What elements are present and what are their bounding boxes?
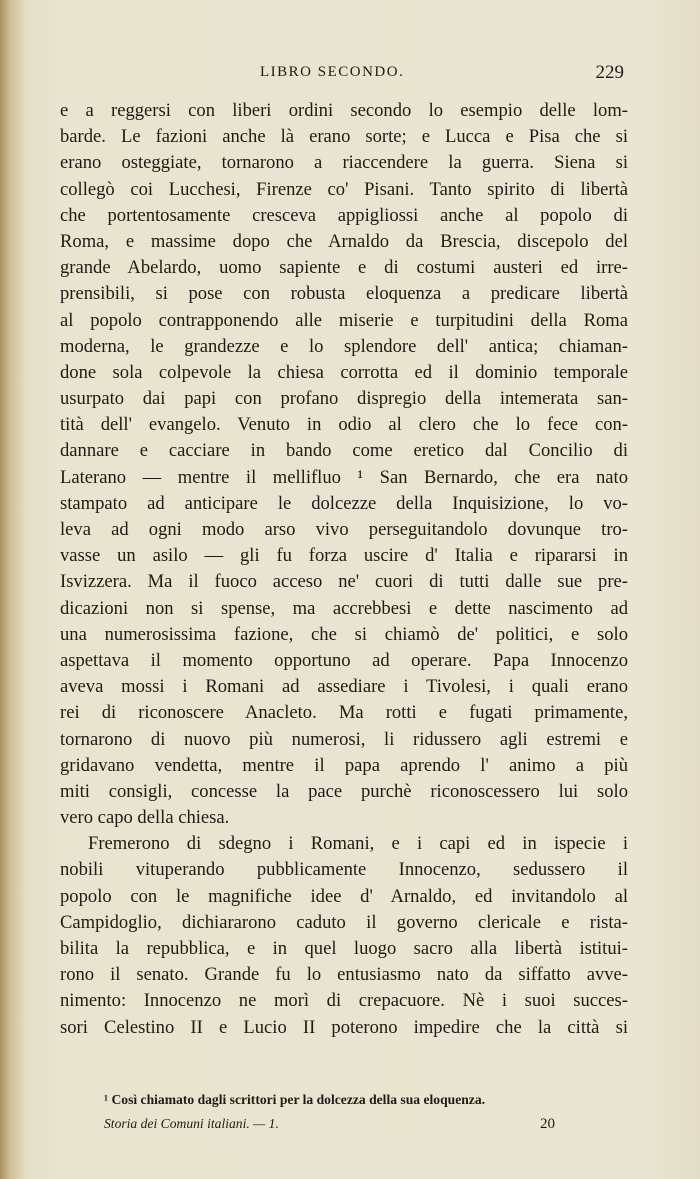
text-line: rei di riconoscere Anacleto. Ma rotti e fugati primamente, — [60, 702, 628, 724]
signature-title: Storia dei Comuni italiani. — 1. — [104, 1116, 279, 1131]
text-line: vasse un asilo — gli fu forza uscire d' Italia e ripararsi in — [60, 545, 628, 567]
text-line: e a reggersi con liberi ordini secondo lo esempio delle lom- — [60, 100, 628, 121]
text-line: Campidoglio, dichiararono caduto il governo clericale e rista- — [60, 911, 628, 933]
text-line: popolo con le magnifiche idee d' Arnaldo, ed invitandolo al — [60, 885, 628, 907]
text-line: al popolo contrapponendo alle miserie e turpitudini della Roma — [60, 309, 628, 331]
text-line: prensibili, si pose con robusta eloquenza a predicare libertà — [60, 283, 628, 305]
text-line: tità dell' evangelo. Venuto in odio al clero che lo fece con- — [60, 414, 628, 436]
text-line: leva ad ogni modo arso vivo perseguitandolo dovunque tro- — [60, 519, 628, 540]
text-line: aveva mossi i Romani ad assediare i Tivolesi, i quali erano — [60, 676, 628, 698]
text-line: Fremerono di sdegno i Romani, e i capi ed in ispecie i — [88, 833, 628, 855]
text-line: gridavano vendetta, mentre il papa aprendo l' animo a più — [60, 754, 628, 776]
text-line: dannare e cacciare in bando come eretico dal Concilio di — [60, 440, 628, 462]
footnotes — [60, 1088, 628, 1136]
text-line: usurpato dai papi con profano dispregio della intemerata san- — [60, 388, 628, 410]
text-line: vero capo della chiesa. — [60, 807, 230, 829]
text-line: miti consigli, concesse la pace purchè riconoscessero lui solo — [60, 780, 628, 802]
text-line: che portentosamente cresceva appigliossi anche al popolo di — [60, 204, 628, 226]
text-line: Isvizzera. Ma il fuoco acceso ne' cuori di tutti dalle sue pre- — [60, 571, 628, 593]
text-line: dicazioni non si spense, ma accrebbesi e dette nascimento ad — [60, 597, 628, 619]
text-line: collegò coi Lucchesi, Firenze co' Pisani. Tanto spirito di libertà — [60, 178, 628, 200]
page-number: 229 — [595, 62, 624, 83]
running-head: LIBRO SECONDO. — [260, 64, 405, 80]
text-line: aspettava il momento opportuno ad operare. Papa Innocenzo — [60, 649, 628, 671]
footnote: ¹ Così chiamato dagli scrittori per la dolcezza della sua eloquenza. — [104, 1092, 486, 1107]
text-line: nimento: Innocenzo ne morì di crepacuore. Nè i suoi succes- — [60, 990, 628, 1012]
text-line: done sola colpevole la chiesa corrotta ed il dominio temporale — [60, 361, 628, 383]
text-line: stampato ad anticipare le dolcezze della Inquisizione, lo vo- — [60, 492, 628, 514]
text-line: Laterano — mentre il mellifluo ¹ San Bernardo, che era nato — [60, 466, 628, 488]
text-line: una numerosissima fazione, che si chiamò de' politici, e solo — [60, 623, 628, 645]
signature-number: 20 — [540, 1116, 555, 1132]
text-line: tornarono di nuovo più numerosi, li ridussero agli estremi e — [60, 728, 628, 750]
text-line: barde. Le fazioni anche là erano sorte; e Lucca e Pisa che si — [60, 126, 628, 148]
text-line: erano osteggiate, tornarono a riaccendere la guerra. Siena si — [60, 152, 628, 174]
printer-signature — [60, 1112, 628, 1136]
text-line: bilita la repubblica, e in quel luogo sacro alla libertà istitui- — [60, 938, 628, 959]
text-line: rono il senato. Grande fu lo entusiasmo nato da siffatto avve- — [60, 964, 628, 986]
body-text — [60, 98, 628, 1041]
text-line: Roma, e massime dopo che Arnaldo da Brescia, discepolo del — [60, 230, 628, 252]
text-line: moderna, le grandezze e lo splendore dell' antica; chiaman- — [60, 335, 628, 357]
page-header — [60, 62, 628, 92]
text-line: grande Abelardo, uomo sapiente e di costumi austeri ed irre- — [60, 257, 628, 279]
text-line: sori Celestino II e Lucio II poterono impedire che la città si — [60, 1016, 628, 1038]
text-line: nobili vituperando pubblicamente Innocenzo, sedussero il — [60, 859, 628, 881]
